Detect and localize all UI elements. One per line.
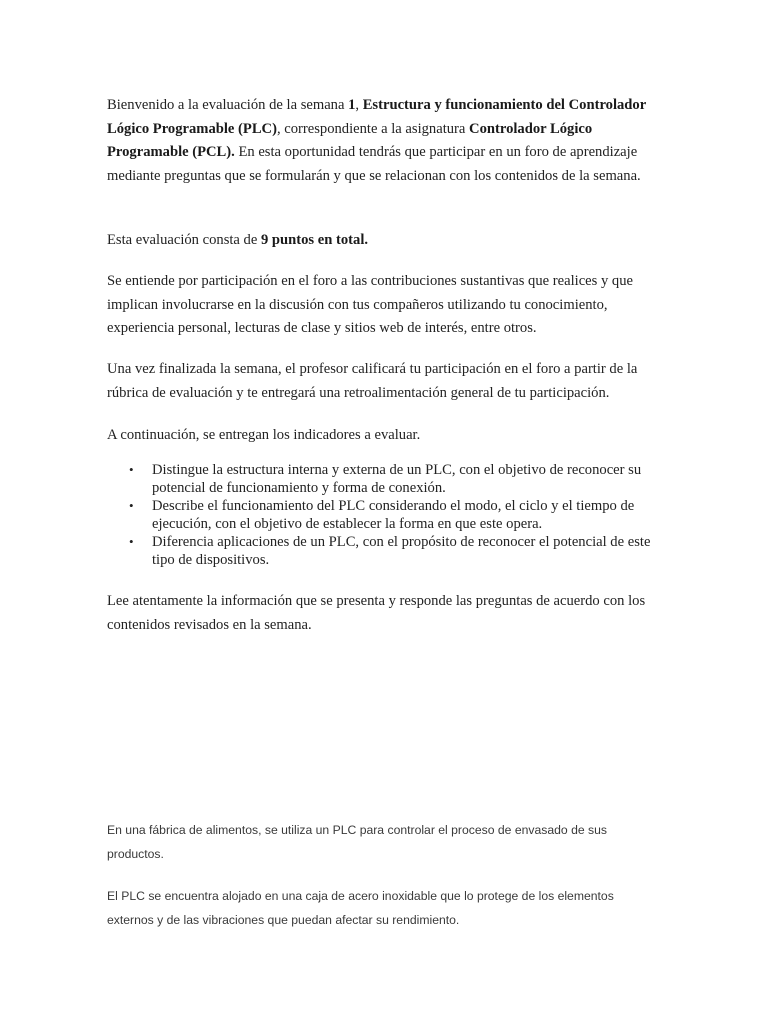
case-paragraph-1: En una fábrica de alimentos, se utiliza un PLC para controlar el proceso de envasado de sus productos. — [107, 823, 607, 861]
indicator-text: Distingue la estructura interna y externa de un PLC, con el objetivo de reconocer su potencial de funcionamiento y forma de conexión. — [152, 462, 642, 496]
indicator-text: Diferencia aplicaciones de un PLC, con el propósito de reconocer el potencial de este tipo de dispositivos. — [152, 534, 651, 568]
score-text: Esta evaluación consta de — [107, 232, 261, 248]
grading-paragraph: Una vez finalizada la semana, el profesor calificará tu participación en el foro a partir de la rúbrica de evaluación y te entregará una retroalimentación general de tu participación. — [107, 361, 638, 401]
indicators-intro: A continuación, se entregan los indicadores a evaluar. — [107, 427, 421, 443]
intro-text-4: En esta oportunidad tendrás que participar en un foro de aprendizaje mediante preguntas que se formularán y que se relacionan con los contenidos de la semana. — [107, 144, 641, 184]
instructions-paragraph: Lee atentamente la información que se presenta y responde las preguntas de acuerdo con los contenidos revisados en la semana. — [107, 593, 646, 633]
indicator-text: Describe el funcionamiento del PLC considerando el modo, el ciclo y el tiempo de ejecución, con el objetivo de establecer la forma en que este opera. — [152, 498, 635, 532]
list-item — [107, 461, 659, 497]
list-item — [107, 533, 659, 569]
score-paragraph — [107, 229, 659, 253]
list-item — [107, 497, 659, 533]
participation-paragraph: Se entiende por participación en el foro a las contribuciones sustantivas que realices y que implican involucrarse en la discusión con tus compañeros utilizando tu conocimiento, experiencia personal, lecturas de clase y sitios web de interés, entre otros. — [107, 273, 634, 336]
bullet-icon: • — [129, 462, 134, 477]
score-total: 9 puntos en total. — [260, 232, 369, 248]
bullet-icon: • — [129, 498, 134, 513]
indicators-list — [107, 461, 659, 569]
intro-week-topic: Estructura y funcionamiento del Controlador Lógico Programable (PLC) — [107, 97, 646, 137]
intro-text-3: , correspondiente a la asignatura — [276, 120, 470, 137]
intro-paragraph — [107, 94, 659, 188]
bullet-icon: • — [129, 534, 134, 549]
intro-text-2: , — [355, 97, 363, 113]
intro-course-name: Controlador Lógico Programable (PCL). — [107, 120, 593, 160]
case-paragraph-2: El PLC se encuentra alojado en una caja de acero inoxidable que lo protege de los elementos externos y de las vibraciones que puedan afectar su rendimiento. — [107, 889, 614, 927]
intro-week-number: 1 — [348, 97, 356, 113]
intro-text-1: Bienvenido a la evaluación de la semana — [107, 97, 349, 113]
